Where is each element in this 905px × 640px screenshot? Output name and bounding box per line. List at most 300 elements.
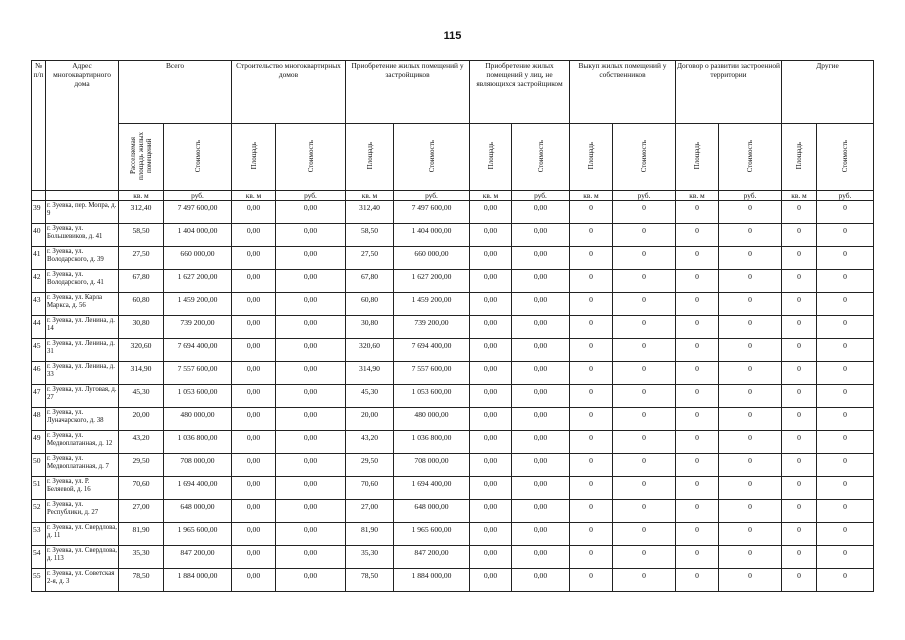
row-value <box>394 546 470 569</box>
row-number-text: 51 <box>33 479 41 488</box>
row-value <box>164 454 232 477</box>
row-value-text: 7 557 600,00 <box>411 364 452 373</box>
row-value <box>719 546 782 569</box>
row-value-text: 0,00 <box>533 203 548 212</box>
row-number-text: 41 <box>33 249 41 258</box>
row-value <box>512 546 570 569</box>
row-value-text: 0,00 <box>533 272 548 281</box>
row-value <box>346 339 394 362</box>
row-value-text: 0 <box>843 410 847 419</box>
row-value <box>394 477 470 500</box>
row-value-text: 0 <box>797 410 801 419</box>
page-number: 115 <box>443 30 462 42</box>
row-number <box>32 431 46 454</box>
row-value <box>394 523 470 546</box>
row-value-text: 0,00 <box>246 318 261 327</box>
row-value <box>164 201 232 224</box>
row-value-text: 0,00 <box>533 479 548 488</box>
row-value <box>164 293 232 316</box>
row-value <box>512 270 570 293</box>
row-value-text: 1 036 800,00 <box>411 433 452 442</box>
row-number-text: 48 <box>33 410 41 419</box>
row-address-text: г. Зуевка, ул. Свердлова, д. 11 <box>47 524 117 539</box>
header-group: Приобретение жилых помещений у застройщиков <box>346 61 470 124</box>
row-value-text: 0,00 <box>533 571 548 580</box>
row-value <box>613 339 676 362</box>
row-address-text: г. Зуевка, пер. Мопра, д. 9 <box>47 202 117 217</box>
row-value-text: 0 <box>695 502 699 511</box>
table-row <box>32 362 874 385</box>
header-units-row <box>32 191 874 201</box>
row-value-text: 0 <box>642 203 646 212</box>
row-value-text: 0 <box>797 272 801 281</box>
header-sub-label: Стоимость <box>640 139 648 173</box>
row-value-text: 0 <box>642 295 646 304</box>
row-value <box>570 546 613 569</box>
header-sub-label: Площадь <box>795 142 803 170</box>
row-value-text: 0 <box>797 203 801 212</box>
row-number-text: 44 <box>33 318 41 327</box>
units-area: кв. м <box>782 191 817 201</box>
row-value-text: 314,90 <box>130 364 152 373</box>
row-value <box>719 224 782 247</box>
row-value <box>570 431 613 454</box>
row-value-text: 0 <box>748 502 752 511</box>
row-value <box>276 224 346 247</box>
row-value-text: 0 <box>843 272 847 281</box>
row-value-text: 847 200,00 <box>414 548 449 557</box>
units-cost: руб. <box>613 191 676 201</box>
row-value <box>394 408 470 431</box>
row-value-text: 0 <box>642 548 646 557</box>
row-value-text: 7 557 600,00 <box>177 364 218 373</box>
row-value-text: 708 000,00 <box>414 456 449 465</box>
row-value-text: 0,00 <box>303 387 318 396</box>
row-address-text: г. Зуевка, ул. Карла Маркса, д. 56 <box>47 294 103 309</box>
row-value <box>276 546 346 569</box>
row-value <box>119 408 164 431</box>
row-value <box>512 408 570 431</box>
row-value <box>119 316 164 339</box>
row-address-text: г. Зуевка, ул. Республики, д. 27 <box>47 501 99 516</box>
row-value <box>782 224 817 247</box>
row-value-text: 0 <box>748 479 752 488</box>
row-value <box>676 339 719 362</box>
row-value <box>719 431 782 454</box>
row-value-text: 0,00 <box>483 548 498 557</box>
header-cost <box>613 124 676 191</box>
row-value-text: 0,00 <box>246 295 261 304</box>
row-value <box>817 431 874 454</box>
header-area <box>782 124 817 191</box>
header-sub-label: Расселяемая площадь жилых помещений <box>129 131 153 181</box>
row-value <box>119 293 164 316</box>
row-value <box>782 569 817 592</box>
row-number-text: 39 <box>33 203 41 212</box>
row-value-text: 1 053 600,00 <box>411 387 452 396</box>
row-address <box>46 569 119 592</box>
row-value-text: 0,00 <box>246 249 261 258</box>
table-row <box>32 454 874 477</box>
row-value <box>570 569 613 592</box>
row-value-text: 0 <box>797 249 801 258</box>
row-address <box>46 500 119 523</box>
row-value <box>570 500 613 523</box>
row-value-text: 0 <box>843 456 847 465</box>
header-sub-label: Стоимость <box>306 139 315 173</box>
header-cost <box>164 124 232 191</box>
row-value <box>676 569 719 592</box>
row-number <box>32 569 46 592</box>
row-value <box>394 224 470 247</box>
row-value-text: 0,00 <box>303 433 318 442</box>
row-value-text: 320,60 <box>359 341 380 350</box>
row-value-text: 35,30 <box>132 548 150 557</box>
row-value <box>232 477 276 500</box>
row-value <box>512 316 570 339</box>
row-address <box>46 339 119 362</box>
row-value-text: 0,00 <box>303 318 318 327</box>
row-value <box>346 431 394 454</box>
row-value-text: 0,00 <box>533 410 548 419</box>
row-number <box>32 454 46 477</box>
row-number-text: 54 <box>33 548 41 557</box>
row-value-text: 7 497 600,00 <box>177 203 218 212</box>
row-value-text: 0,00 <box>246 479 261 488</box>
row-value <box>613 523 676 546</box>
row-value <box>570 385 613 408</box>
row-value-text: 0 <box>695 226 699 235</box>
row-value <box>276 523 346 546</box>
row-number <box>32 385 46 408</box>
row-value <box>782 339 817 362</box>
row-value-text: 0 <box>589 318 593 327</box>
row-value <box>613 431 676 454</box>
row-value <box>232 339 276 362</box>
row-value-text: 0 <box>797 295 801 304</box>
row-value <box>512 247 570 270</box>
row-value <box>119 454 164 477</box>
row-address <box>46 293 119 316</box>
row-value <box>394 454 470 477</box>
row-value-text: 0,00 <box>483 226 498 235</box>
row-value-text: 0 <box>843 433 847 442</box>
row-value <box>676 224 719 247</box>
row-number <box>32 362 46 385</box>
row-value-text: 0 <box>748 272 752 281</box>
row-value <box>570 362 613 385</box>
row-value-text: 847 200,00 <box>180 548 215 557</box>
row-value-text: 0,00 <box>533 548 548 557</box>
row-value <box>512 477 570 500</box>
row-value <box>719 293 782 316</box>
row-value <box>394 247 470 270</box>
row-value <box>232 408 276 431</box>
row-value-text: 0,00 <box>303 203 318 212</box>
row-value <box>613 546 676 569</box>
row-value-text: 0 <box>642 502 646 511</box>
row-value-text: 0 <box>695 387 699 396</box>
row-number <box>32 523 46 546</box>
row-value-text: 0,00 <box>483 203 498 212</box>
row-value-text: 0 <box>797 571 801 580</box>
row-value <box>346 523 394 546</box>
row-number-text: 42 <box>33 272 41 281</box>
row-value-text: 0,00 <box>303 249 318 258</box>
row-value-text: 27,00 <box>132 502 150 511</box>
row-value-text: 0 <box>843 525 847 534</box>
row-value <box>719 569 782 592</box>
row-value-text: 0 <box>748 295 752 304</box>
row-value <box>613 385 676 408</box>
row-value <box>232 201 276 224</box>
row-value <box>512 523 570 546</box>
row-value <box>164 362 232 385</box>
row-number-text: 53 <box>33 525 41 534</box>
row-value-text: 0,00 <box>246 410 261 419</box>
row-value-text: 0 <box>589 479 593 488</box>
header-group: Приобретение жилых помещений у лиц, не являющихся застройщиком <box>470 61 570 124</box>
row-value <box>346 270 394 293</box>
row-value-text: 0 <box>843 226 847 235</box>
row-value-text: 1 404 000,00 <box>411 226 452 235</box>
header-sub-label: Площадь <box>486 142 495 170</box>
row-value <box>164 270 232 293</box>
row-address-text: г. Зуевка, ул. Луначарского, д. 38 <box>47 409 104 424</box>
row-value-text: 0 <box>843 318 847 327</box>
row-address-text: г. Зуевка, ул. Р. Беляевой, д. 16 <box>47 478 91 493</box>
row-value-text: 0 <box>695 548 699 557</box>
row-number <box>32 224 46 247</box>
row-value-text: 0 <box>589 548 593 557</box>
row-value <box>782 247 817 270</box>
row-value-text: 0,00 <box>533 456 548 465</box>
row-value <box>232 224 276 247</box>
row-number <box>32 546 46 569</box>
row-value-text: 0 <box>642 226 646 235</box>
row-value <box>512 500 570 523</box>
row-value <box>164 546 232 569</box>
table-row <box>32 500 874 523</box>
row-value <box>276 339 346 362</box>
units-area: кв. м <box>232 191 276 201</box>
row-value <box>676 270 719 293</box>
row-value <box>346 408 394 431</box>
units-cost: руб. <box>164 191 232 201</box>
row-value-text: 0 <box>642 525 646 534</box>
row-value-text: 1 884 000,00 <box>411 571 452 580</box>
row-value <box>394 316 470 339</box>
table-row <box>32 385 874 408</box>
row-value-text: 0,00 <box>303 364 318 373</box>
row-value-text: 0 <box>748 548 752 557</box>
row-number-text: 47 <box>33 387 41 396</box>
row-value <box>119 546 164 569</box>
row-value <box>570 270 613 293</box>
row-value-text: 0 <box>642 364 646 373</box>
row-value <box>817 247 874 270</box>
row-value <box>394 500 470 523</box>
row-value <box>676 500 719 523</box>
row-value <box>570 523 613 546</box>
row-value <box>276 569 346 592</box>
row-value <box>817 224 874 247</box>
row-address-text: г. Зуевка, ул. Ленина, д. 14 <box>47 317 115 332</box>
row-value <box>232 431 276 454</box>
row-value <box>119 431 164 454</box>
header-sub-label: Площадь <box>365 142 374 170</box>
row-value <box>276 385 346 408</box>
row-value <box>613 477 676 500</box>
row-value <box>512 339 570 362</box>
row-value-text: 0 <box>797 341 801 350</box>
row-value <box>817 569 874 592</box>
row-value <box>719 385 782 408</box>
row-value-text: 648 000,00 <box>414 502 449 511</box>
row-address-text: г. Зуевка, ул. Володарского, д. 39 <box>47 248 104 263</box>
row-number <box>32 293 46 316</box>
units-area: кв. м <box>676 191 719 201</box>
table-row <box>32 339 874 362</box>
row-value <box>470 293 512 316</box>
row-value <box>232 293 276 316</box>
row-value-text: 0,00 <box>483 364 498 373</box>
row-value-text: 0 <box>589 502 593 511</box>
row-value-text: 0 <box>748 387 752 396</box>
row-value-text: 0 <box>589 364 593 373</box>
row-value <box>676 408 719 431</box>
row-value <box>719 500 782 523</box>
table-row <box>32 270 874 293</box>
row-value-text: 1 627 200,00 <box>177 272 218 281</box>
row-value-text: 0,00 <box>246 226 261 235</box>
row-value <box>512 293 570 316</box>
row-value-text: 78,50 <box>132 571 150 580</box>
row-value <box>346 546 394 569</box>
row-value-text: 7 694 400,00 <box>411 341 452 350</box>
row-value <box>164 431 232 454</box>
row-number <box>32 247 46 270</box>
row-value <box>719 477 782 500</box>
table-row <box>32 408 874 431</box>
row-value <box>346 500 394 523</box>
row-value <box>276 293 346 316</box>
row-value <box>719 362 782 385</box>
row-value-text: 0 <box>642 387 646 396</box>
row-value-text: 0 <box>589 203 593 212</box>
row-value <box>276 270 346 293</box>
row-value-text: 0,00 <box>246 203 261 212</box>
row-value <box>676 293 719 316</box>
row-value-text: 0 <box>797 456 801 465</box>
row-value-text: 0 <box>797 548 801 557</box>
row-value-text: 0,00 <box>303 571 318 580</box>
row-address <box>46 385 119 408</box>
row-address-text: г. Зуевка, ул. Ленина, д. 31 <box>47 340 115 355</box>
row-address <box>46 523 119 546</box>
row-value-text: 0,00 <box>246 433 261 442</box>
row-value-text: 0,00 <box>246 571 261 580</box>
row-value <box>676 546 719 569</box>
row-value <box>164 224 232 247</box>
row-value-text: 0 <box>589 571 593 580</box>
row-value <box>470 569 512 592</box>
row-value-text: 0,00 <box>533 249 548 258</box>
header-area <box>570 124 613 191</box>
units-area: кв. м <box>470 191 512 201</box>
row-value <box>782 316 817 339</box>
row-value-text: 0,00 <box>483 318 498 327</box>
header-address: Адрес многоквартирного дома <box>46 61 119 191</box>
table-row <box>32 247 874 270</box>
row-value <box>817 454 874 477</box>
row-value <box>719 454 782 477</box>
row-value <box>817 362 874 385</box>
row-value <box>276 316 346 339</box>
row-address-text: г. Зуевка, ул. Медвоплатанная, д. 12 <box>47 432 113 447</box>
row-value <box>817 201 874 224</box>
row-value-text: 0,00 <box>303 502 318 511</box>
row-value-text: 0 <box>748 318 752 327</box>
row-value <box>782 454 817 477</box>
row-value-text: 0 <box>748 525 752 534</box>
row-value-text: 1 404 000,00 <box>177 226 218 235</box>
row-value-text: 67,80 <box>360 272 379 281</box>
row-value <box>470 454 512 477</box>
row-value <box>570 247 613 270</box>
row-value-text: 0 <box>695 456 699 465</box>
row-value <box>676 316 719 339</box>
units-area: кв. м <box>570 191 613 201</box>
units-empty <box>46 191 119 201</box>
row-value <box>346 316 394 339</box>
row-value <box>613 500 676 523</box>
row-value <box>570 339 613 362</box>
table-row <box>32 546 874 569</box>
header-cost <box>394 124 470 191</box>
row-value-text: 708 000,00 <box>180 456 215 465</box>
row-value <box>346 293 394 316</box>
row-value-text: 58,50 <box>132 226 150 235</box>
row-value <box>346 477 394 500</box>
row-value <box>613 316 676 339</box>
row-value <box>119 201 164 224</box>
table-row <box>32 293 874 316</box>
row-value <box>512 201 570 224</box>
row-value-text: 739 200,00 <box>180 318 215 327</box>
row-value-text: 27,50 <box>360 249 379 258</box>
row-value-text: 0 <box>797 318 801 327</box>
row-value-text: 0 <box>589 387 593 396</box>
row-value <box>394 431 470 454</box>
row-value-text: 0 <box>589 410 593 419</box>
row-value-text: 0 <box>695 433 699 442</box>
row-value <box>676 362 719 385</box>
row-value-text: 0,00 <box>533 341 548 350</box>
row-address-text: г. Зуевка, ул. Советская 2-я, д. 3 <box>47 570 115 585</box>
row-value <box>276 362 346 385</box>
housing-resettlement-table <box>31 60 874 592</box>
row-value-text: 0 <box>642 410 646 419</box>
row-value-text: 0 <box>695 410 699 419</box>
header-sub-label: Площадь <box>249 142 258 170</box>
row-value-text: 0,00 <box>303 479 318 488</box>
row-address-text: г. Зуевка, ул. Луговая, д. 27 <box>47 386 117 401</box>
row-value-text: 0,00 <box>246 456 261 465</box>
row-value <box>676 454 719 477</box>
row-value-text: 480 000,00 <box>180 410 215 419</box>
row-number-text: 50 <box>33 456 41 465</box>
